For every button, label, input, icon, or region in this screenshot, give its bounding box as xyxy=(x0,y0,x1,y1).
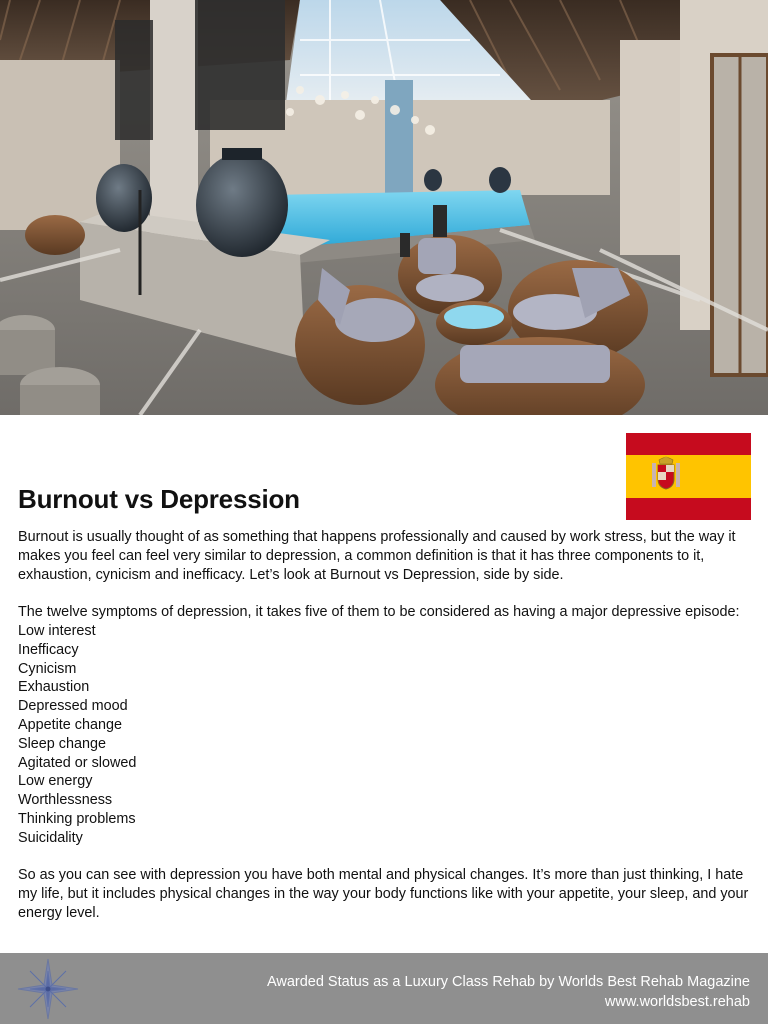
symptom-item: Low energy xyxy=(18,773,93,790)
symptom-item: Cynicism xyxy=(18,660,77,677)
spain-flag-icon xyxy=(626,433,751,520)
symptom-item: Sleep change xyxy=(18,735,107,752)
hero-image xyxy=(0,0,768,415)
symptom-item: Thinking problems xyxy=(18,810,136,827)
symptoms-intro: The twelve symptoms of depression, it takes five of them to be considered as having a major depressive episode: xyxy=(18,604,740,621)
compass-star-icon xyxy=(16,957,80,1021)
symptom-item: Inefficacy xyxy=(18,641,79,658)
article-body xyxy=(18,528,758,942)
symptom-item: Appetite change xyxy=(18,716,123,733)
intro-paragraph: Burnout is usually thought of as something that happens professionally and caused by work stress, but the way it makes you feel can feel very similar to depression, a common definition is that it has three components to it, exhaustion, cynicism and inefficacy. Let’s look at Burnout vs Depression, side by side. xyxy=(18,529,736,583)
symptom-item: Depressed mood xyxy=(18,698,128,715)
symptom-item: Low interest xyxy=(18,622,96,639)
symptom-item: Exhaustion xyxy=(18,679,90,696)
website-link[interactable]: www.worldsbest.rehab xyxy=(604,994,750,1010)
award-text: Awarded Status as a Luxury Class Rehab by Worlds Best Rehab Magazine xyxy=(266,974,750,990)
footer-banner xyxy=(0,953,768,1024)
symptom-item: Suicidality xyxy=(18,829,83,846)
symptom-item: Agitated or slowed xyxy=(18,754,137,771)
article-title: Burnout vs Depression xyxy=(18,484,300,514)
symptom-item: Worthlessness xyxy=(18,792,113,809)
conclusion-paragraph: So as you can see with depression you have both mental and physical changes. It’s more than just thinking, I hate my life, but it includes physical changes in the way your body functions like with your appetite, your sleep, and your energy level. xyxy=(18,867,749,921)
symptoms-list xyxy=(18,622,758,848)
